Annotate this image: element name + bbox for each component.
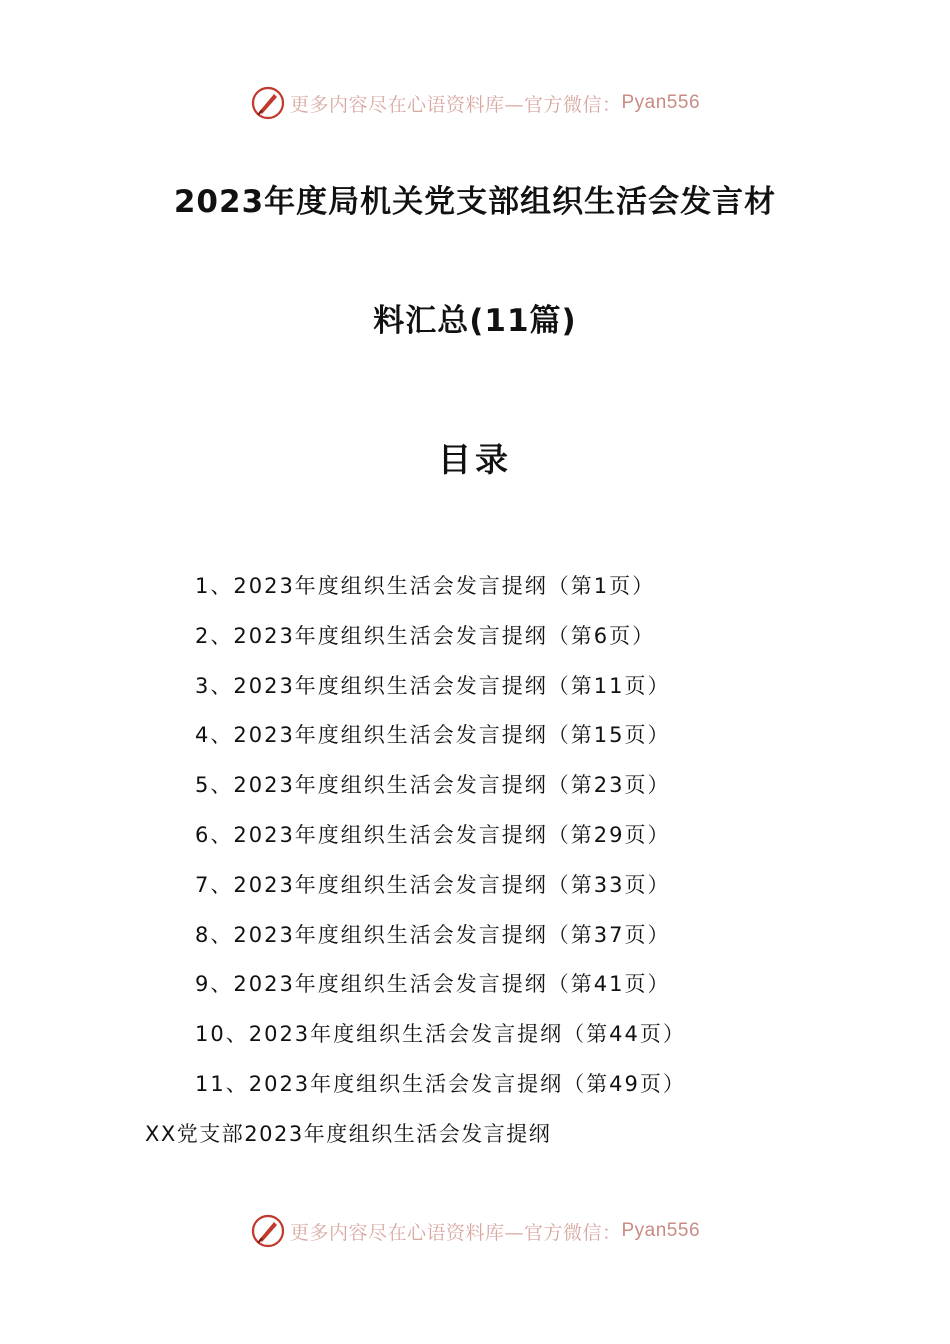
toc-list bbox=[195, 566, 686, 1114]
toc-item: 11、2023年度组织生活会发言提纲（第49页） bbox=[195, 1071, 686, 1096]
document-title-line-2: 料汇总(11篇) bbox=[373, 303, 577, 339]
section-heading: XX党支部2023年度组织生活会发言提纲 bbox=[145, 1122, 552, 1146]
quill-logo-icon bbox=[250, 85, 286, 121]
toc-item: 7、2023年度组织生活会发言提纲（第33页） bbox=[195, 872, 671, 897]
toc-heading: 目录 bbox=[438, 440, 512, 479]
header-watermark bbox=[0, 83, 950, 123]
footer-watermark bbox=[0, 1211, 950, 1251]
watermark-wechat-id: Pyan556 bbox=[621, 1220, 701, 1241]
toc-item: 3、2023年度组织生活会发言提纲（第11页） bbox=[195, 673, 671, 698]
toc-item: 10、2023年度组织生活会发言提纲（第44页） bbox=[195, 1022, 686, 1047]
watermark-text: 更多内容尽在心语资料库—官方微信： bbox=[289, 1221, 622, 1244]
document-title-line-1: 2023年度局机关党支部组织生活会发言材 bbox=[173, 184, 777, 220]
toc-item: 6、2023年度组织生活会发言提纲（第29页） bbox=[195, 822, 671, 847]
toc-item: 1、2023年度组织生活会发言提纲（第1页） bbox=[195, 574, 656, 598]
toc-item: 5、2023年度组织生活会发言提纲（第23页） bbox=[195, 773, 671, 798]
toc-item: 2、2023年度组织生活会发言提纲（第6页） bbox=[195, 623, 656, 648]
watermark-text: 更多内容尽在心语资料库—官方微信： bbox=[289, 93, 622, 116]
watermark-wechat-id: Pyan556 bbox=[621, 92, 701, 113]
toc-item: 9、2023年度组织生活会发言提纲（第41页） bbox=[195, 972, 671, 997]
quill-logo-icon bbox=[250, 1213, 286, 1249]
toc-item: 8、2023年度组织生活会发言提纲（第37页） bbox=[195, 922, 671, 947]
toc-item: 4、2023年度组织生活会发言提纲（第15页） bbox=[195, 723, 671, 748]
